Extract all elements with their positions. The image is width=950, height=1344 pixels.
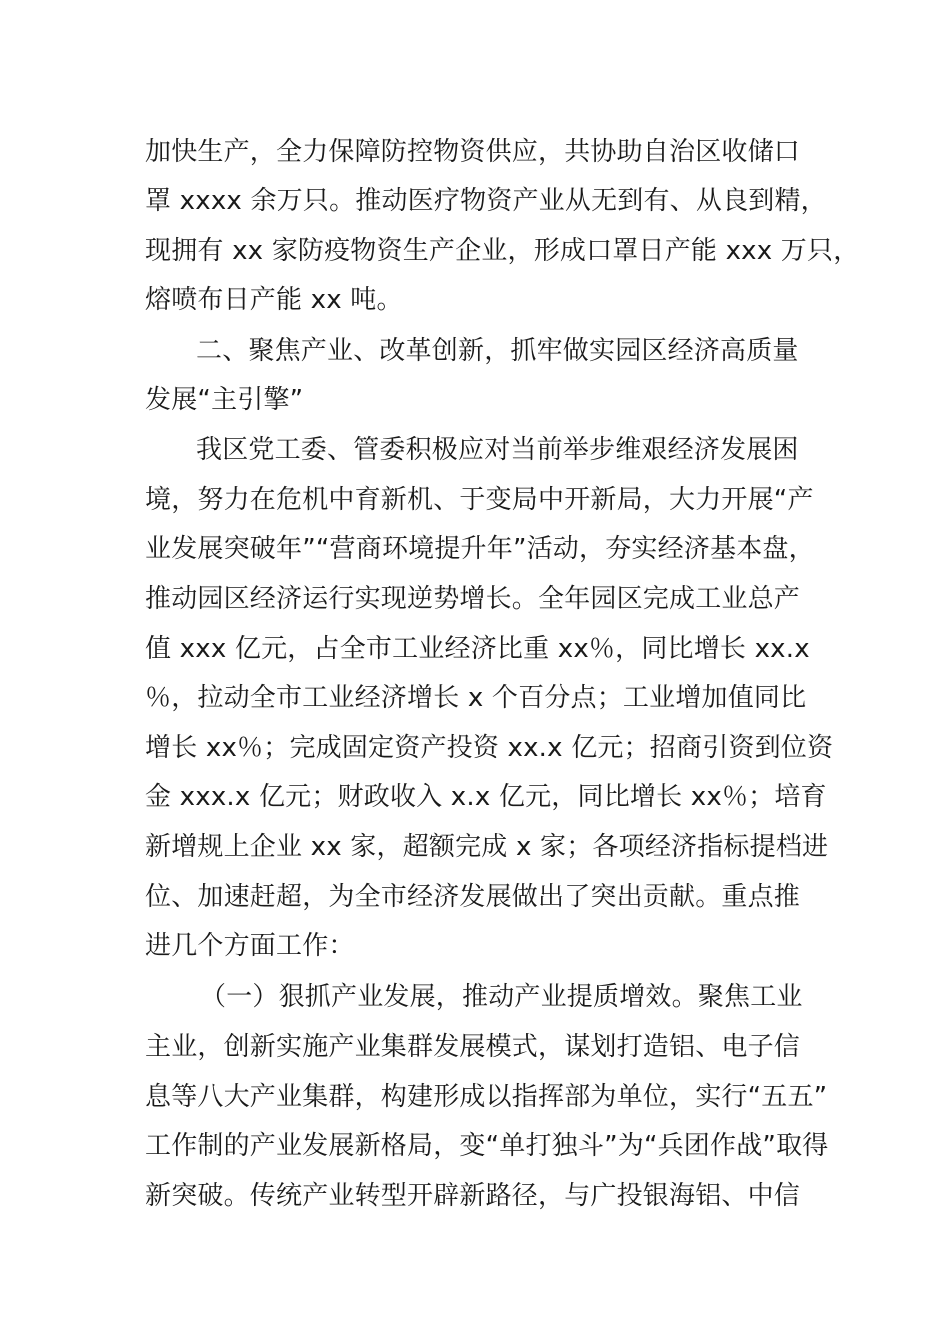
body-text-line: 新突破。传统产业转型开辟新路径，与广投银海铝、中信 <box>145 1181 801 1211</box>
body-text-line: 现拥有 xx 家防疫物资生产企业，形成口罩日产能 xxx 万只， <box>145 236 860 266</box>
body-text-line: 罩 xxxx 余万只。推动医疗物资产业从无到有、从良到精， <box>145 186 827 216</box>
paragraph-first-line: 我区党工委、管委积极应对当前举步维艰经济发展困 <box>196 435 799 465</box>
body-text-line: 熔喷布日产能 xx 吨。 <box>145 285 403 315</box>
body-text-line: 境，努力在危机中育新机、于变局中开新局，大力开展“产 <box>145 485 814 515</box>
body-text-line: 新增规上企业 xx 家，超额完成 x 家；各项经济指标提档进 <box>145 832 829 862</box>
body-text-line: 值 xxx 亿元，占全市工业经济比重 xx％，同比增长 xx.x <box>145 634 810 664</box>
body-text-line: 金 xxx.x 亿元；财政收入 x.x 亿元，同比增长 xx％；培育 <box>145 782 827 812</box>
body-text-line: 进几个方面工作： <box>145 931 355 961</box>
body-text-line: 增长 xx％；完成固定资产投资 xx.x 亿元；招商引资到位资 <box>145 733 834 763</box>
body-text-line: 推动园区经济运行实现逆势增长。全年园区完成工业总产 <box>145 584 801 614</box>
body-text-line: 业发展突破年”“营商环境提升年”活动，夯实经济基本盘， <box>145 534 815 564</box>
body-text-line: 位、加速赶超，为全市经济发展做出了突出贡献。重点推 <box>145 882 801 912</box>
section-heading-continued: 发展“主引擎” <box>145 385 304 415</box>
body-text-line: 主业，创新实施产业集群发展模式，谋划打造铝、电子信 <box>145 1032 801 1062</box>
body-text-line: 息等八大产业集群，构建形成以指挥部为单位，实行“五五” <box>145 1082 828 1112</box>
subsection-heading: （一）狠抓产业发展，推动产业提质增效。聚焦工业 <box>200 982 803 1012</box>
body-text-line: ％，拉动全市工业经济增长 x 个百分点；工业增加值同比 <box>145 683 807 713</box>
body-text-line: 工作制的产业发展新格局，变“单打独斗”为“兵团作战”取得 <box>145 1131 829 1161</box>
section-heading: 二、聚焦产业、改革创新，抓牢做实园区经济高质量 <box>196 336 799 366</box>
body-text-line: 加快生产，全力保障防控物资供应，共协助自治区收储口 <box>145 137 801 167</box>
